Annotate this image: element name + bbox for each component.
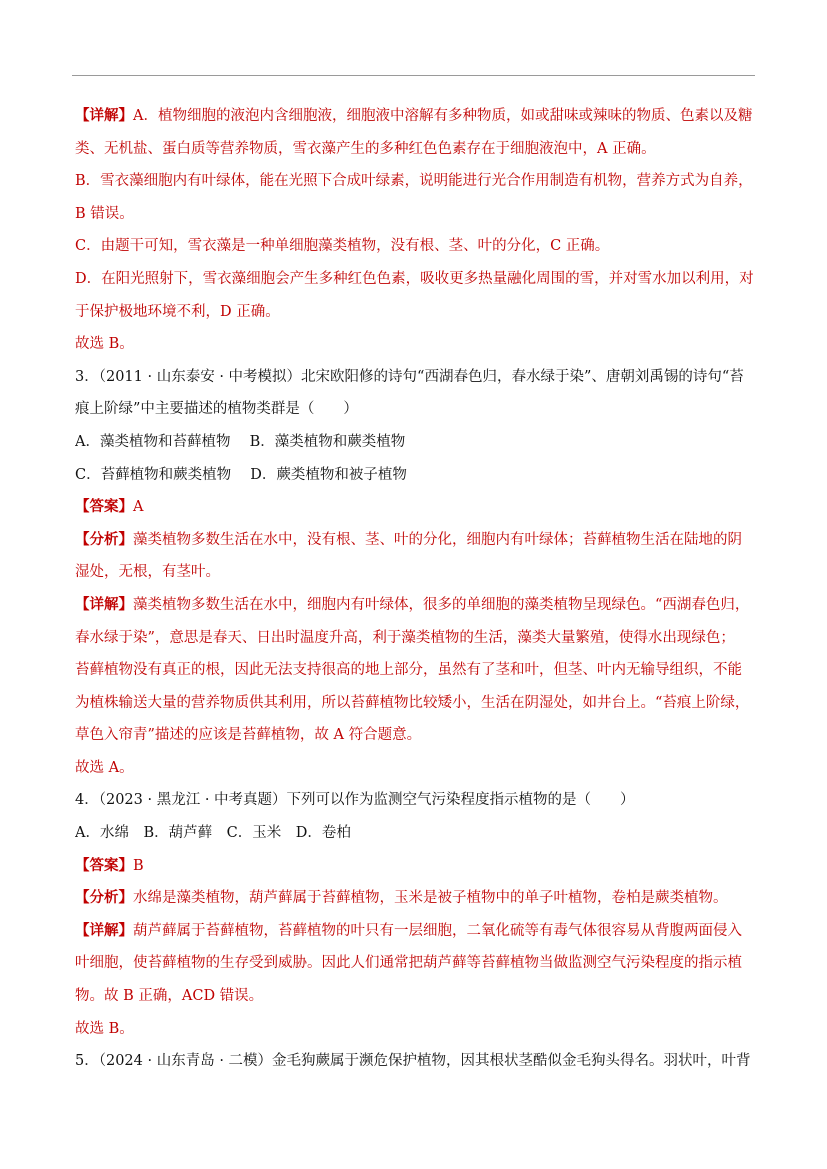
line-text: 4．（2023 · 黑龙江 · 中考真题）下列可以作为监测空气污染程度指示植物的是（ ） [75, 792, 635, 809]
line-text: 为植株输送大量的营养物质供其利用，所以苔藓植物比较矮小，生活在阴湿处，如井台上。“苔痕上阶绿， [75, 694, 750, 711]
line-text: 于保护极地环境不利，D 正确。 [75, 303, 280, 320]
line-text: 水绵是藻类植物，葫芦藓属于苔藓植物，玉米是被子植物中的单子叶植物，卷柏是蕨类植物。 [133, 890, 728, 907]
text-line [75, 328, 755, 361]
text-line [75, 817, 755, 850]
text-line [75, 393, 755, 426]
line-text: 痕上阶绿”中主要描述的植物类群是（ ） [75, 401, 358, 418]
text-line [75, 459, 755, 492]
text-line [75, 752, 755, 785]
line-text: 类、无机盐、蛋白质等营养物质，雪衣藻产生的多种红色色素存在于细胞液泡中，A 正确。 [75, 140, 656, 157]
text-line [75, 198, 755, 231]
text-line [75, 426, 755, 459]
text-line [75, 687, 755, 720]
line-text: C．由题干可知，雪衣藻是一种单细胞藻类植物，没有根、茎、叶的分化，C 正确。 [75, 238, 610, 255]
line-text: A．水绵 B．葫芦藓 C．玉米 D．卷柏 [75, 825, 351, 842]
text-line [75, 296, 755, 329]
text-line [75, 915, 755, 948]
text-line [75, 850, 755, 883]
line-text: 叶细胞，使苔藓植物的生存受到威胁。因此人们通常把葫芦藓等苔藓植物当做监测空气污染程度的指示植 [75, 955, 742, 972]
line-text: 葫芦藓属于苔藓植物，苔藓植物的叶只有一层细胞，二氧化硫等有毒气体很容易从背腹两面侵入 [133, 922, 742, 939]
line-text: A．植物细胞的液泡内含细胞液，细胞液中溶解有多种物质，如或甜味或辣味的物质、色素以及糖 [133, 108, 753, 124]
line-text: B 错误。 [75, 205, 134, 222]
line-text: 藻类植物多数生活在水中，细胞内有叶绿体，很多的单细胞的藻类植物呈现绿色。“西湖春色归， [133, 596, 750, 613]
text-line [75, 361, 755, 394]
line-text: B [133, 857, 144, 874]
text-line [75, 165, 755, 198]
section-tag: 【详解】 [75, 595, 133, 613]
line-text: 3．（2011 · 山东泰安 · 中考模拟）北宋欧阳修的诗句“西湖春色归，春水绿于染”、唐朝刘禹锡的诗句“苔 [75, 368, 744, 385]
document-body [75, 100, 755, 1078]
line-text: 故选 B。 [75, 336, 134, 353]
text-line [75, 589, 755, 622]
text-line [75, 556, 755, 589]
section-tag: 【分析】 [75, 530, 133, 548]
line-text: 5．（2024 · 山东青岛 · 二模）金毛狗蕨属于濒危保护植物，因其根状茎酷似金毛狗头得名。羽状叶，叶背 [75, 1053, 751, 1070]
section-tag: 【详解】 [75, 107, 133, 124]
line-text: A．藻类植物和苔藓植物 B．藻类植物和蕨类植物 [75, 433, 406, 450]
text-line [75, 719, 755, 752]
text-line [75, 491, 755, 524]
text-line [75, 230, 755, 263]
section-tag: 【详解】 [75, 921, 133, 939]
line-text: 藻类植物多数生活在水中，没有根、茎、叶的分化，细胞内有叶绿体；苔藓植物生活在陆地的阴 [133, 531, 742, 548]
section-tag: 【答案】 [75, 856, 133, 874]
line-text: C．苔藓植物和蕨类植物 D．蕨类植物和被子植物 [75, 466, 407, 483]
text-line [75, 133, 755, 166]
text-line [75, 1013, 755, 1046]
section-tag: 【分析】 [75, 889, 133, 907]
text-line [75, 882, 755, 915]
text-line [75, 980, 755, 1013]
line-text: B．雪衣藻细胞内有叶绿体，能在光照下合成叶绿素，说明能进行光合作用制造有机物，营养方式为自养， [75, 173, 753, 190]
section-tag: 【答案】 [75, 498, 133, 516]
text-line [75, 1045, 755, 1078]
line-text: 苔藓植物没有真正的根，因此无法支持很高的地上部分，虽然有了茎和叶，但茎、叶内无输导组织，不能 [75, 662, 742, 679]
line-text: 物。故 B 正确，ACD 错误。 [75, 988, 264, 1005]
line-text: D．在阳光照射下，雪衣藻细胞会产生多种红色色素，吸收更多热量融化周围的雪，并对雪水加以利用，对 [75, 270, 754, 287]
header-rule [72, 75, 755, 76]
line-text: 故选 B。 [75, 1020, 134, 1037]
line-text: 草色入帘青”描述的应该是苔藓植物，故 A 符合题意。 [75, 727, 422, 744]
text-line [75, 524, 755, 557]
line-text: 春水绿于染”，意思是春天、日出时温度升高，利于藻类植物的生活，藻类大量繁殖，使得水出现绿色； [75, 629, 735, 646]
text-line [75, 263, 755, 296]
text-line [75, 100, 755, 133]
text-line [75, 654, 755, 687]
line-text: 故选 A。 [75, 759, 134, 776]
text-line [75, 622, 755, 655]
text-line [75, 784, 755, 817]
line-text: A [133, 499, 144, 516]
line-text: 湿处，无根，有茎叶。 [75, 564, 220, 581]
text-line [75, 947, 755, 980]
